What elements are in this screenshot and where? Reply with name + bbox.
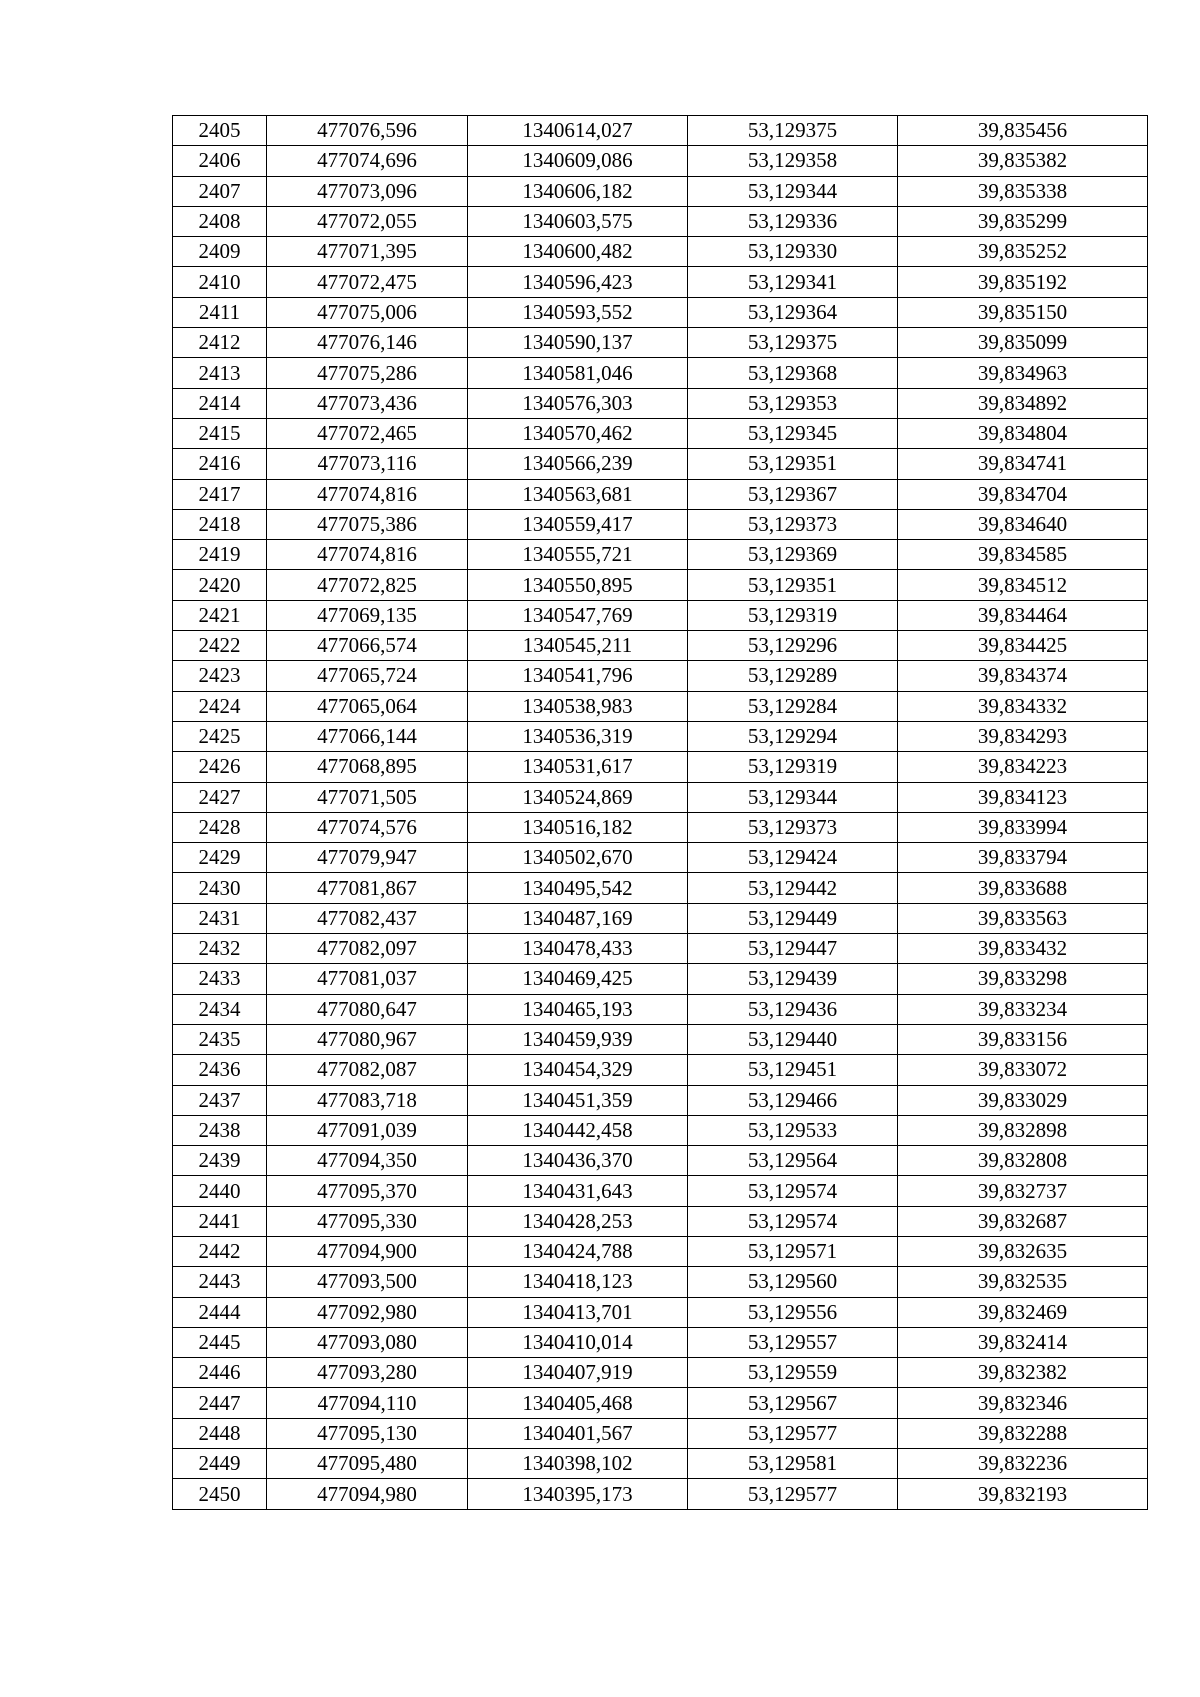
longitude-cell: 39,832737 bbox=[898, 1176, 1148, 1206]
latitude-cell: 53,129373 bbox=[688, 509, 898, 539]
y-coordinate-cell: 1340398,102 bbox=[468, 1449, 688, 1479]
point-number-cell: 2421 bbox=[173, 600, 267, 630]
table-row bbox=[173, 1055, 1148, 1085]
x-coordinate-cell: 477095,330 bbox=[267, 1206, 468, 1236]
x-coordinate-cell: 477092,980 bbox=[267, 1297, 468, 1327]
x-coordinate-cell: 477094,110 bbox=[267, 1388, 468, 1418]
y-coordinate-cell: 1340410,014 bbox=[468, 1327, 688, 1357]
longitude-cell: 39,832193 bbox=[898, 1479, 1148, 1509]
y-coordinate-cell: 1340465,193 bbox=[468, 994, 688, 1024]
point-number-cell: 2419 bbox=[173, 540, 267, 570]
point-number-cell: 2415 bbox=[173, 418, 267, 448]
point-number-cell: 2428 bbox=[173, 812, 267, 842]
point-number-cell: 2446 bbox=[173, 1358, 267, 1388]
latitude-cell: 53,129577 bbox=[688, 1479, 898, 1509]
longitude-cell: 39,832808 bbox=[898, 1146, 1148, 1176]
point-number-cell: 2411 bbox=[173, 297, 267, 327]
longitude-cell: 39,832288 bbox=[898, 1418, 1148, 1448]
point-number-cell: 2420 bbox=[173, 570, 267, 600]
y-coordinate-cell: 1340431,643 bbox=[468, 1176, 688, 1206]
latitude-cell: 53,129451 bbox=[688, 1055, 898, 1085]
table-row bbox=[173, 691, 1148, 721]
y-coordinate-cell: 1340596,423 bbox=[468, 267, 688, 297]
point-number-cell: 2416 bbox=[173, 449, 267, 479]
latitude-cell: 53,129364 bbox=[688, 297, 898, 327]
x-coordinate-cell: 477074,816 bbox=[267, 540, 468, 570]
x-coordinate-cell: 477072,475 bbox=[267, 267, 468, 297]
point-number-cell: 2422 bbox=[173, 631, 267, 661]
table-row bbox=[173, 1176, 1148, 1206]
table-row bbox=[173, 873, 1148, 903]
longitude-cell: 39,833298 bbox=[898, 964, 1148, 994]
latitude-cell: 53,129375 bbox=[688, 116, 898, 146]
table-row bbox=[173, 449, 1148, 479]
y-coordinate-cell: 1340516,182 bbox=[468, 812, 688, 842]
point-number-cell: 2424 bbox=[173, 691, 267, 721]
latitude-cell: 53,129367 bbox=[688, 479, 898, 509]
longitude-cell: 39,832898 bbox=[898, 1115, 1148, 1145]
latitude-cell: 53,129344 bbox=[688, 176, 898, 206]
latitude-cell: 53,129341 bbox=[688, 267, 898, 297]
table-row bbox=[173, 1206, 1148, 1236]
x-coordinate-cell: 477082,437 bbox=[267, 903, 468, 933]
point-number-cell: 2434 bbox=[173, 994, 267, 1024]
point-number-cell: 2432 bbox=[173, 934, 267, 964]
x-coordinate-cell: 477075,386 bbox=[267, 509, 468, 539]
y-coordinate-cell: 1340555,721 bbox=[468, 540, 688, 570]
x-coordinate-cell: 477071,505 bbox=[267, 782, 468, 812]
table-row bbox=[173, 1388, 1148, 1418]
y-coordinate-cell: 1340424,788 bbox=[468, 1236, 688, 1266]
longitude-cell: 39,835099 bbox=[898, 328, 1148, 358]
x-coordinate-cell: 477082,087 bbox=[267, 1055, 468, 1085]
longitude-cell: 39,835382 bbox=[898, 146, 1148, 176]
latitude-cell: 53,129564 bbox=[688, 1146, 898, 1176]
longitude-cell: 39,832414 bbox=[898, 1327, 1148, 1357]
y-coordinate-cell: 1340459,939 bbox=[468, 1024, 688, 1054]
latitude-cell: 53,129571 bbox=[688, 1236, 898, 1266]
point-number-cell: 2417 bbox=[173, 479, 267, 509]
longitude-cell: 39,834892 bbox=[898, 388, 1148, 418]
x-coordinate-cell: 477095,480 bbox=[267, 1449, 468, 1479]
table-row bbox=[173, 116, 1148, 146]
longitude-cell: 39,834704 bbox=[898, 479, 1148, 509]
y-coordinate-cell: 1340581,046 bbox=[468, 358, 688, 388]
table-row bbox=[173, 297, 1148, 327]
table-row bbox=[173, 661, 1148, 691]
x-coordinate-cell: 477094,900 bbox=[267, 1236, 468, 1266]
point-number-cell: 2425 bbox=[173, 721, 267, 751]
x-coordinate-cell: 477074,816 bbox=[267, 479, 468, 509]
longitude-cell: 39,835150 bbox=[898, 297, 1148, 327]
point-number-cell: 2435 bbox=[173, 1024, 267, 1054]
y-coordinate-cell: 1340428,253 bbox=[468, 1206, 688, 1236]
point-number-cell: 2410 bbox=[173, 267, 267, 297]
table-row bbox=[173, 237, 1148, 267]
x-coordinate-cell: 477065,724 bbox=[267, 661, 468, 691]
point-number-cell: 2412 bbox=[173, 328, 267, 358]
x-coordinate-cell: 477094,350 bbox=[267, 1146, 468, 1176]
latitude-cell: 53,129351 bbox=[688, 570, 898, 600]
longitude-cell: 39,834512 bbox=[898, 570, 1148, 600]
y-coordinate-cell: 1340531,617 bbox=[468, 752, 688, 782]
point-number-cell: 2409 bbox=[173, 237, 267, 267]
latitude-cell: 53,129442 bbox=[688, 873, 898, 903]
latitude-cell: 53,129557 bbox=[688, 1327, 898, 1357]
point-number-cell: 2423 bbox=[173, 661, 267, 691]
longitude-cell: 39,833563 bbox=[898, 903, 1148, 933]
point-number-cell: 2405 bbox=[173, 116, 267, 146]
x-coordinate-cell: 477093,500 bbox=[267, 1267, 468, 1297]
latitude-cell: 53,129358 bbox=[688, 146, 898, 176]
point-number-cell: 2429 bbox=[173, 843, 267, 873]
latitude-cell: 53,129577 bbox=[688, 1418, 898, 1448]
table-row bbox=[173, 388, 1148, 418]
latitude-cell: 53,129375 bbox=[688, 328, 898, 358]
point-number-cell: 2450 bbox=[173, 1479, 267, 1509]
point-number-cell: 2408 bbox=[173, 206, 267, 236]
latitude-cell: 53,129556 bbox=[688, 1297, 898, 1327]
longitude-cell: 39,833794 bbox=[898, 843, 1148, 873]
y-coordinate-cell: 1340614,027 bbox=[468, 116, 688, 146]
table-row bbox=[173, 631, 1148, 661]
x-coordinate-cell: 477072,465 bbox=[267, 418, 468, 448]
x-coordinate-cell: 477095,370 bbox=[267, 1176, 468, 1206]
table-row bbox=[173, 964, 1148, 994]
y-coordinate-cell: 1340401,567 bbox=[468, 1418, 688, 1448]
longitude-cell: 39,832535 bbox=[898, 1267, 1148, 1297]
table-row bbox=[173, 934, 1148, 964]
point-number-cell: 2407 bbox=[173, 176, 267, 206]
longitude-cell: 39,834374 bbox=[898, 661, 1148, 691]
y-coordinate-cell: 1340407,919 bbox=[468, 1358, 688, 1388]
latitude-cell: 53,129440 bbox=[688, 1024, 898, 1054]
longitude-cell: 39,834963 bbox=[898, 358, 1148, 388]
table-row bbox=[173, 1358, 1148, 1388]
longitude-cell: 39,833994 bbox=[898, 812, 1148, 842]
y-coordinate-cell: 1340405,468 bbox=[468, 1388, 688, 1418]
longitude-cell: 39,835338 bbox=[898, 176, 1148, 206]
y-coordinate-cell: 1340538,983 bbox=[468, 691, 688, 721]
point-number-cell: 2449 bbox=[173, 1449, 267, 1479]
x-coordinate-cell: 477075,006 bbox=[267, 297, 468, 327]
point-number-cell: 2440 bbox=[173, 1176, 267, 1206]
x-coordinate-cell: 477079,947 bbox=[267, 843, 468, 873]
y-coordinate-cell: 1340487,169 bbox=[468, 903, 688, 933]
longitude-cell: 39,834425 bbox=[898, 631, 1148, 661]
y-coordinate-cell: 1340418,123 bbox=[468, 1267, 688, 1297]
table-row bbox=[173, 600, 1148, 630]
longitude-cell: 39,833234 bbox=[898, 994, 1148, 1024]
y-coordinate-cell: 1340454,329 bbox=[468, 1055, 688, 1085]
table-row bbox=[173, 752, 1148, 782]
y-coordinate-cell: 1340524,869 bbox=[468, 782, 688, 812]
table-row bbox=[173, 994, 1148, 1024]
point-number-cell: 2443 bbox=[173, 1267, 267, 1297]
x-coordinate-cell: 477065,064 bbox=[267, 691, 468, 721]
table-row bbox=[173, 721, 1148, 751]
table-row bbox=[173, 328, 1148, 358]
longitude-cell: 39,834741 bbox=[898, 449, 1148, 479]
x-coordinate-cell: 477081,867 bbox=[267, 873, 468, 903]
x-coordinate-cell: 477074,576 bbox=[267, 812, 468, 842]
x-coordinate-cell: 477093,280 bbox=[267, 1358, 468, 1388]
x-coordinate-cell: 477076,146 bbox=[267, 328, 468, 358]
latitude-cell: 53,129581 bbox=[688, 1449, 898, 1479]
y-coordinate-cell: 1340566,239 bbox=[468, 449, 688, 479]
table-row bbox=[173, 1236, 1148, 1266]
table-row bbox=[173, 176, 1148, 206]
point-number-cell: 2441 bbox=[173, 1206, 267, 1236]
y-coordinate-cell: 1340478,433 bbox=[468, 934, 688, 964]
x-coordinate-cell: 477082,097 bbox=[267, 934, 468, 964]
latitude-cell: 53,129330 bbox=[688, 237, 898, 267]
latitude-cell: 53,129344 bbox=[688, 782, 898, 812]
latitude-cell: 53,129336 bbox=[688, 206, 898, 236]
x-coordinate-cell: 477081,037 bbox=[267, 964, 468, 994]
x-coordinate-cell: 477073,436 bbox=[267, 388, 468, 418]
latitude-cell: 53,129533 bbox=[688, 1115, 898, 1145]
point-number-cell: 2439 bbox=[173, 1146, 267, 1176]
table-row bbox=[173, 1327, 1148, 1357]
longitude-cell: 39,834640 bbox=[898, 509, 1148, 539]
y-coordinate-cell: 1340451,359 bbox=[468, 1085, 688, 1115]
longitude-cell: 39,832635 bbox=[898, 1236, 1148, 1266]
latitude-cell: 53,129369 bbox=[688, 540, 898, 570]
table-row bbox=[173, 146, 1148, 176]
latitude-cell: 53,129439 bbox=[688, 964, 898, 994]
table-row bbox=[173, 1085, 1148, 1115]
x-coordinate-cell: 477076,596 bbox=[267, 116, 468, 146]
y-coordinate-cell: 1340563,681 bbox=[468, 479, 688, 509]
latitude-cell: 53,129466 bbox=[688, 1085, 898, 1115]
x-coordinate-cell: 477068,895 bbox=[267, 752, 468, 782]
longitude-cell: 39,832469 bbox=[898, 1297, 1148, 1327]
y-coordinate-cell: 1340442,458 bbox=[468, 1115, 688, 1145]
latitude-cell: 53,129447 bbox=[688, 934, 898, 964]
point-number-cell: 2448 bbox=[173, 1418, 267, 1448]
coordinates-table-body bbox=[173, 116, 1148, 1510]
x-coordinate-cell: 477066,574 bbox=[267, 631, 468, 661]
y-coordinate-cell: 1340576,303 bbox=[468, 388, 688, 418]
longitude-cell: 39,834123 bbox=[898, 782, 1148, 812]
latitude-cell: 53,129574 bbox=[688, 1206, 898, 1236]
longitude-cell: 39,832687 bbox=[898, 1206, 1148, 1236]
latitude-cell: 53,129284 bbox=[688, 691, 898, 721]
table-row bbox=[173, 358, 1148, 388]
point-number-cell: 2444 bbox=[173, 1297, 267, 1327]
latitude-cell: 53,129319 bbox=[688, 752, 898, 782]
table-row bbox=[173, 1418, 1148, 1448]
table-row bbox=[173, 1479, 1148, 1509]
table-row bbox=[173, 509, 1148, 539]
y-coordinate-cell: 1340603,575 bbox=[468, 206, 688, 236]
longitude-cell: 39,835252 bbox=[898, 237, 1148, 267]
longitude-cell: 39,833432 bbox=[898, 934, 1148, 964]
point-number-cell: 2430 bbox=[173, 873, 267, 903]
y-coordinate-cell: 1340570,462 bbox=[468, 418, 688, 448]
y-coordinate-cell: 1340469,425 bbox=[468, 964, 688, 994]
latitude-cell: 53,129436 bbox=[688, 994, 898, 1024]
y-coordinate-cell: 1340495,542 bbox=[468, 873, 688, 903]
x-coordinate-cell: 477095,130 bbox=[267, 1418, 468, 1448]
y-coordinate-cell: 1340606,182 bbox=[468, 176, 688, 206]
longitude-cell: 39,834464 bbox=[898, 600, 1148, 630]
latitude-cell: 53,129294 bbox=[688, 721, 898, 751]
x-coordinate-cell: 477069,135 bbox=[267, 600, 468, 630]
longitude-cell: 39,832236 bbox=[898, 1449, 1148, 1479]
x-coordinate-cell: 477080,967 bbox=[267, 1024, 468, 1054]
x-coordinate-cell: 477071,395 bbox=[267, 237, 468, 267]
latitude-cell: 53,129289 bbox=[688, 661, 898, 691]
x-coordinate-cell: 477073,096 bbox=[267, 176, 468, 206]
y-coordinate-cell: 1340502,670 bbox=[468, 843, 688, 873]
latitude-cell: 53,129319 bbox=[688, 600, 898, 630]
latitude-cell: 53,129567 bbox=[688, 1388, 898, 1418]
table-row bbox=[173, 1146, 1148, 1176]
table-row bbox=[173, 1024, 1148, 1054]
longitude-cell: 39,832382 bbox=[898, 1358, 1148, 1388]
x-coordinate-cell: 477083,718 bbox=[267, 1085, 468, 1115]
y-coordinate-cell: 1340550,895 bbox=[468, 570, 688, 600]
y-coordinate-cell: 1340559,417 bbox=[468, 509, 688, 539]
point-number-cell: 2447 bbox=[173, 1388, 267, 1418]
latitude-cell: 53,129559 bbox=[688, 1358, 898, 1388]
latitude-cell: 53,129345 bbox=[688, 418, 898, 448]
longitude-cell: 39,832346 bbox=[898, 1388, 1148, 1418]
table-row bbox=[173, 812, 1148, 842]
latitude-cell: 53,129368 bbox=[688, 358, 898, 388]
longitude-cell: 39,834585 bbox=[898, 540, 1148, 570]
table-row bbox=[173, 418, 1148, 448]
y-coordinate-cell: 1340545,211 bbox=[468, 631, 688, 661]
x-coordinate-cell: 477073,116 bbox=[267, 449, 468, 479]
longitude-cell: 39,834332 bbox=[898, 691, 1148, 721]
table-row bbox=[173, 206, 1148, 236]
y-coordinate-cell: 1340395,173 bbox=[468, 1479, 688, 1509]
y-coordinate-cell: 1340593,552 bbox=[468, 297, 688, 327]
longitude-cell: 39,834293 bbox=[898, 721, 1148, 751]
table-row bbox=[173, 1267, 1148, 1297]
y-coordinate-cell: 1340547,769 bbox=[468, 600, 688, 630]
table-row bbox=[173, 1449, 1148, 1479]
point-number-cell: 2436 bbox=[173, 1055, 267, 1085]
point-number-cell: 2406 bbox=[173, 146, 267, 176]
latitude-cell: 53,129353 bbox=[688, 388, 898, 418]
y-coordinate-cell: 1340541,796 bbox=[468, 661, 688, 691]
longitude-cell: 39,835192 bbox=[898, 267, 1148, 297]
coordinates-table bbox=[172, 115, 1148, 1510]
longitude-cell: 39,834223 bbox=[898, 752, 1148, 782]
latitude-cell: 53,129574 bbox=[688, 1176, 898, 1206]
point-number-cell: 2438 bbox=[173, 1115, 267, 1145]
longitude-cell: 39,833688 bbox=[898, 873, 1148, 903]
point-number-cell: 2445 bbox=[173, 1327, 267, 1357]
point-number-cell: 2413 bbox=[173, 358, 267, 388]
x-coordinate-cell: 477066,144 bbox=[267, 721, 468, 751]
table-row bbox=[173, 540, 1148, 570]
x-coordinate-cell: 477074,696 bbox=[267, 146, 468, 176]
point-number-cell: 2442 bbox=[173, 1236, 267, 1266]
x-coordinate-cell: 477075,286 bbox=[267, 358, 468, 388]
x-coordinate-cell: 477072,825 bbox=[267, 570, 468, 600]
latitude-cell: 53,129351 bbox=[688, 449, 898, 479]
longitude-cell: 39,833029 bbox=[898, 1085, 1148, 1115]
point-number-cell: 2433 bbox=[173, 964, 267, 994]
y-coordinate-cell: 1340609,086 bbox=[468, 146, 688, 176]
latitude-cell: 53,129424 bbox=[688, 843, 898, 873]
longitude-cell: 39,835456 bbox=[898, 116, 1148, 146]
latitude-cell: 53,129296 bbox=[688, 631, 898, 661]
longitude-cell: 39,834804 bbox=[898, 418, 1148, 448]
table-row bbox=[173, 782, 1148, 812]
latitude-cell: 53,129373 bbox=[688, 812, 898, 842]
table-row bbox=[173, 479, 1148, 509]
x-coordinate-cell: 477091,039 bbox=[267, 1115, 468, 1145]
x-coordinate-cell: 477072,055 bbox=[267, 206, 468, 236]
point-number-cell: 2431 bbox=[173, 903, 267, 933]
longitude-cell: 39,835299 bbox=[898, 206, 1148, 236]
x-coordinate-cell: 477080,647 bbox=[267, 994, 468, 1024]
longitude-cell: 39,833072 bbox=[898, 1055, 1148, 1085]
y-coordinate-cell: 1340536,319 bbox=[468, 721, 688, 751]
table-row bbox=[173, 267, 1148, 297]
x-coordinate-cell: 477094,980 bbox=[267, 1479, 468, 1509]
point-number-cell: 2427 bbox=[173, 782, 267, 812]
longitude-cell: 39,833156 bbox=[898, 1024, 1148, 1054]
y-coordinate-cell: 1340413,701 bbox=[468, 1297, 688, 1327]
y-coordinate-cell: 1340600,482 bbox=[468, 237, 688, 267]
table-row bbox=[173, 1297, 1148, 1327]
x-coordinate-cell: 477093,080 bbox=[267, 1327, 468, 1357]
point-number-cell: 2414 bbox=[173, 388, 267, 418]
point-number-cell: 2426 bbox=[173, 752, 267, 782]
table-row bbox=[173, 903, 1148, 933]
point-number-cell: 2418 bbox=[173, 509, 267, 539]
table-row bbox=[173, 570, 1148, 600]
latitude-cell: 53,129449 bbox=[688, 903, 898, 933]
y-coordinate-cell: 1340590,137 bbox=[468, 328, 688, 358]
table-row bbox=[173, 843, 1148, 873]
point-number-cell: 2437 bbox=[173, 1085, 267, 1115]
table-row bbox=[173, 1115, 1148, 1145]
y-coordinate-cell: 1340436,370 bbox=[468, 1146, 688, 1176]
latitude-cell: 53,129560 bbox=[688, 1267, 898, 1297]
